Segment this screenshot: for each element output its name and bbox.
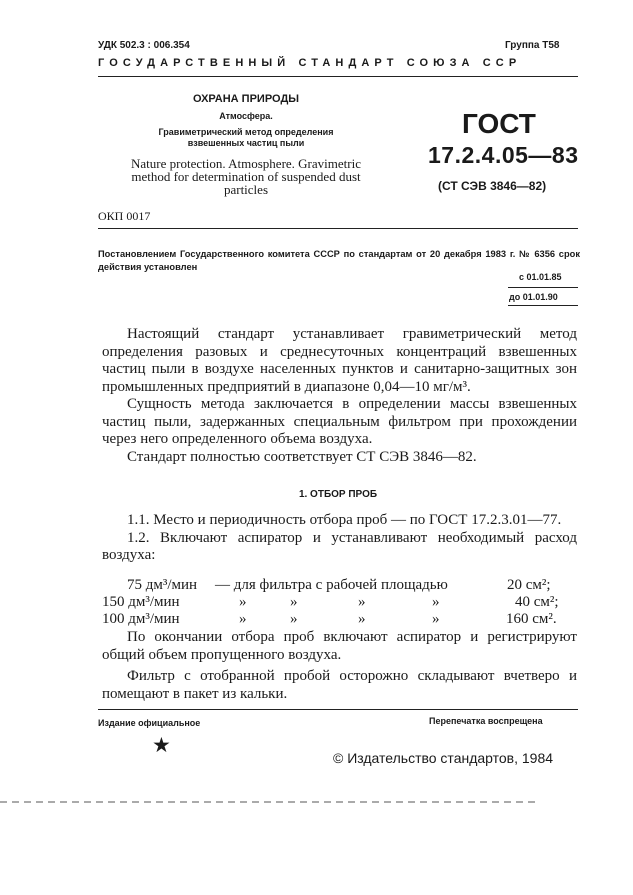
title-method-line1: Гравиметрический метод определения [158,127,334,137]
flow-rate: 150 дм³/мин [102,594,180,610]
footer-divider [98,709,578,710]
after-sampling-text: По окончании отбора проб включают аспиратор и регистрируют общий объем пропущенного воздуха. [102,629,577,663]
flow-area: 160 см². [506,611,557,627]
scan-dashed-line [0,799,535,805]
intro-paragraphs [102,326,577,466]
ditto-mark: » [239,611,247,627]
date-divider [508,287,578,288]
gost-label: ГОСТ [462,108,536,139]
standard-title-block [98,93,394,196]
publisher-copyright: © Издательство стандартов, 1984 [333,750,554,766]
official-edition: Издание официальное [98,718,201,728]
title-english-line3: particles [223,182,269,197]
sampling-closing-paragraphs [102,629,577,703]
title-method-line2: взвешенных частиц пыли [187,138,305,148]
ditto-mark: » [358,611,366,627]
flow-description: — для фильтра с рабочей площадью [215,577,448,593]
group-code: Группа Т58 [505,40,560,51]
ditto-mark: » [432,594,440,610]
ditto-mark: » [290,611,298,627]
item-1-1 [102,512,577,565]
effective-to-date: до 01.01.90 [509,292,558,302]
flow-rate: 75 дм³/мин [127,577,198,593]
ditto-mark: » [432,611,440,627]
flow-area: 20 см²; [507,577,551,593]
title-main: ОХРАНА ПРИРОДЫ [192,93,300,105]
title-english-line1: Nature protection. Atmosphere. Gravimetric [131,156,361,171]
st-sev-reference: (СТ СЭВ 3846—82) [438,179,547,193]
gost-number: 17.2.4.05—83 [428,142,579,168]
title-english [98,157,394,196]
decree-text: Постановлением Государственного комитета СССР по стандартам от 20 декабря 1983 г. № 6356 срок действия установлен [98,249,580,272]
intro-paragraph-essence: Сущность метода заключается в определении массы взвешенных частиц пыли, задержанных специальным фильтром при прохождении через него определенного объема воздуха. [102,396,577,447]
item-1-1-text: 1.1. Место и периодичность отбора проб — по ГОСТ 17.2.3.01—77. [127,512,562,528]
title-subtitle: Атмосфера. [219,111,273,121]
reprint-prohibited: Перепечатка воспрещена [429,716,543,726]
flow-rate: 100 дм³/мин [102,611,180,627]
okp-divider [98,228,578,229]
udk-code: УДК 502.3 : 006.354 [98,40,190,51]
effective-from-date: с 01.01.85 [519,272,562,282]
item-1-2-text: 1.2. Включают аспиратор и устанавливают необходимый расход воздуха: [102,529,577,563]
ditto-mark: » [358,594,366,610]
star-icon: ★ [152,733,171,757]
header-divider [98,76,578,77]
section-heading-sampling: 1. ОТБОР ПРОБ [298,489,378,500]
intro-paragraph-compliance: Стандарт полностью соответствует СТ СЭВ 3846—82. [127,448,477,465]
state-standard-banner: ГОСУДАРСТВЕННЫЙ СТАНДАРТ СОЮЗА ССР [98,57,522,69]
title-method [98,127,394,149]
okp-code: ОКП 0017 [98,209,151,223]
ditto-mark: » [290,594,298,610]
title-english-line2: method for determination of suspended dust [131,169,361,184]
ditto-mark: » [239,594,247,610]
flow-area: 40 см²; [515,594,559,610]
intro-paragraph-scope: Настоящий стандарт устанавливает гравиметрический метод определения разовых и среднесуточных концентраций взвешенных частиц пыли в воздухе населенных пунктов и санитарно-защитных зон промышленных предприятий в диапазоне 0,04—10 мг/м³. [102,326,577,395]
filter-fold-text: Фильтр с отобранной пробой осторожно складывают вчетверо и помещают в пакет из кальки. [102,668,577,702]
date-underline [508,305,578,306]
